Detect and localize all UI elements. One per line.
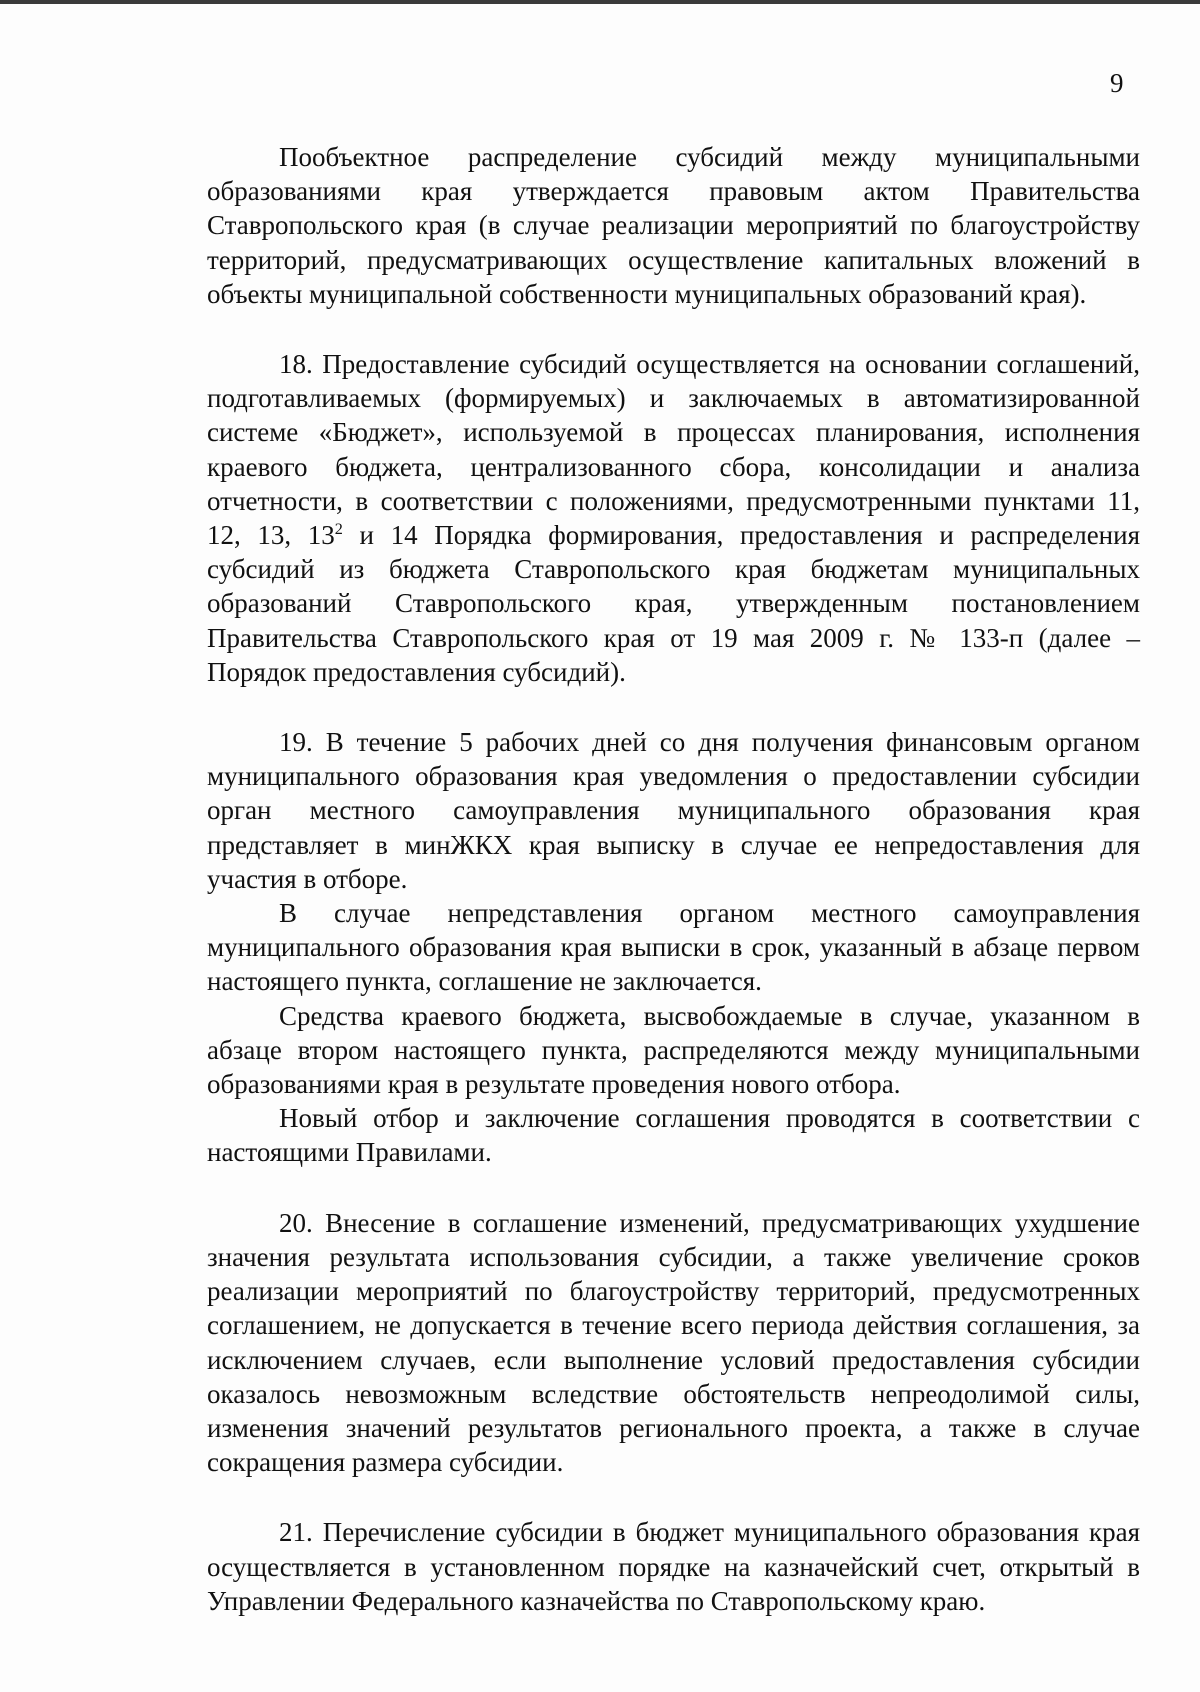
- paragraph-18: [207, 347, 1140, 689]
- paragraph-gap: [207, 1170, 1140, 1206]
- paragraph-21: 21. Перечисление субсидии в бюджет муниципального образования края осуществляется в установленном порядке на казначейский счет, открытый в Управлении Федерального казначейства по Ставропольскому краю.: [207, 1517, 1140, 1616]
- paragraph-gap: [207, 1479, 1140, 1515]
- paragraph-18-text-a: 18. Предоставление субсидий осуществляется на основании соглашений, подготавливаемых (формируемых) и заключаемых в автоматизированной системе «Бюджет», используемой в процессах планирования, исполнения краевого бюджета, централизованного сбора, консолидации и анализа отчетности, в соответствии с положениями, предусмотренными пунктами 11, 12, 13, 13: [207, 349, 1140, 551]
- paragraph-18-text-b: и 14 Порядка формирования, предоставления и распределения субсидий из бюджета Ставропольского края бюджетам муниципальных образований Ставропольского края, утвержденным постановлением Правительства Ставропольского края от 19 мая 2009 г. № 133-п (далее – Порядок предоставления субсидий).: [207, 520, 1141, 687]
- paragraph-19-4: Новый отбор и заключение соглашения проводятся в соответствии с настоящими Правилами.: [207, 1103, 1140, 1168]
- paragraph-20: 20. Внесение в соглашение изменений, предусматривающих ухудшение значения результата использования субсидии, а также увеличение сроков реализации мероприятий по благоустройству территорий, предусмотренных соглашением, не допускается в течение всего периода действия соглашения, за исключением случаев, если выполнение условий предоставления субсидии оказалось невозможным вследствие обстоятельств непреодолимой силы, изменения значений результатов регионального проекта, а также в случае сокращения размера субсидии.: [207, 1207, 1140, 1478]
- page-number: 9: [1110, 68, 1124, 98]
- paragraph-gap: [207, 311, 1140, 347]
- paragraph-19-1: 19. В течение 5 рабочих дней со дня получения финансовым органом муниципального образования края уведомления о предоставлении субсидии орган местного самоуправления муниципального образования края представляет в минЖКХ края выписку в случае ее непредоставления для участия в отборе.: [207, 727, 1140, 894]
- superscript-2: 2: [334, 520, 343, 539]
- paragraph-gap: [207, 689, 1140, 725]
- document-body: [207, 140, 1140, 1618]
- scan-top-edge: [0, 0, 1200, 4]
- paragraph-19-2: В случае непредставления органом местного самоуправления муниципального образования края выписки в срок, указанный в абзаце первом настоящего пункта, соглашение не заключается.: [207, 898, 1140, 997]
- paragraph-17-continuation: Пообъектное распределение субсидий между муниципальными образованиями края утверждается правовым актом Правительства Ставропольского края (в случае реализации мероприятий по благоустройству территорий, предусматривающих осуществление капитальных вложений в объекты муниципальной собственности муниципальных образований края).: [207, 142, 1140, 309]
- paragraph-19-3: Средства краевого бюджета, высвобождаемые в случае, указанном в абзаце втором настоящего пункта, распределяются между муниципальными образованиями края в результате проведения нового отбора.: [207, 1000, 1140, 1100]
